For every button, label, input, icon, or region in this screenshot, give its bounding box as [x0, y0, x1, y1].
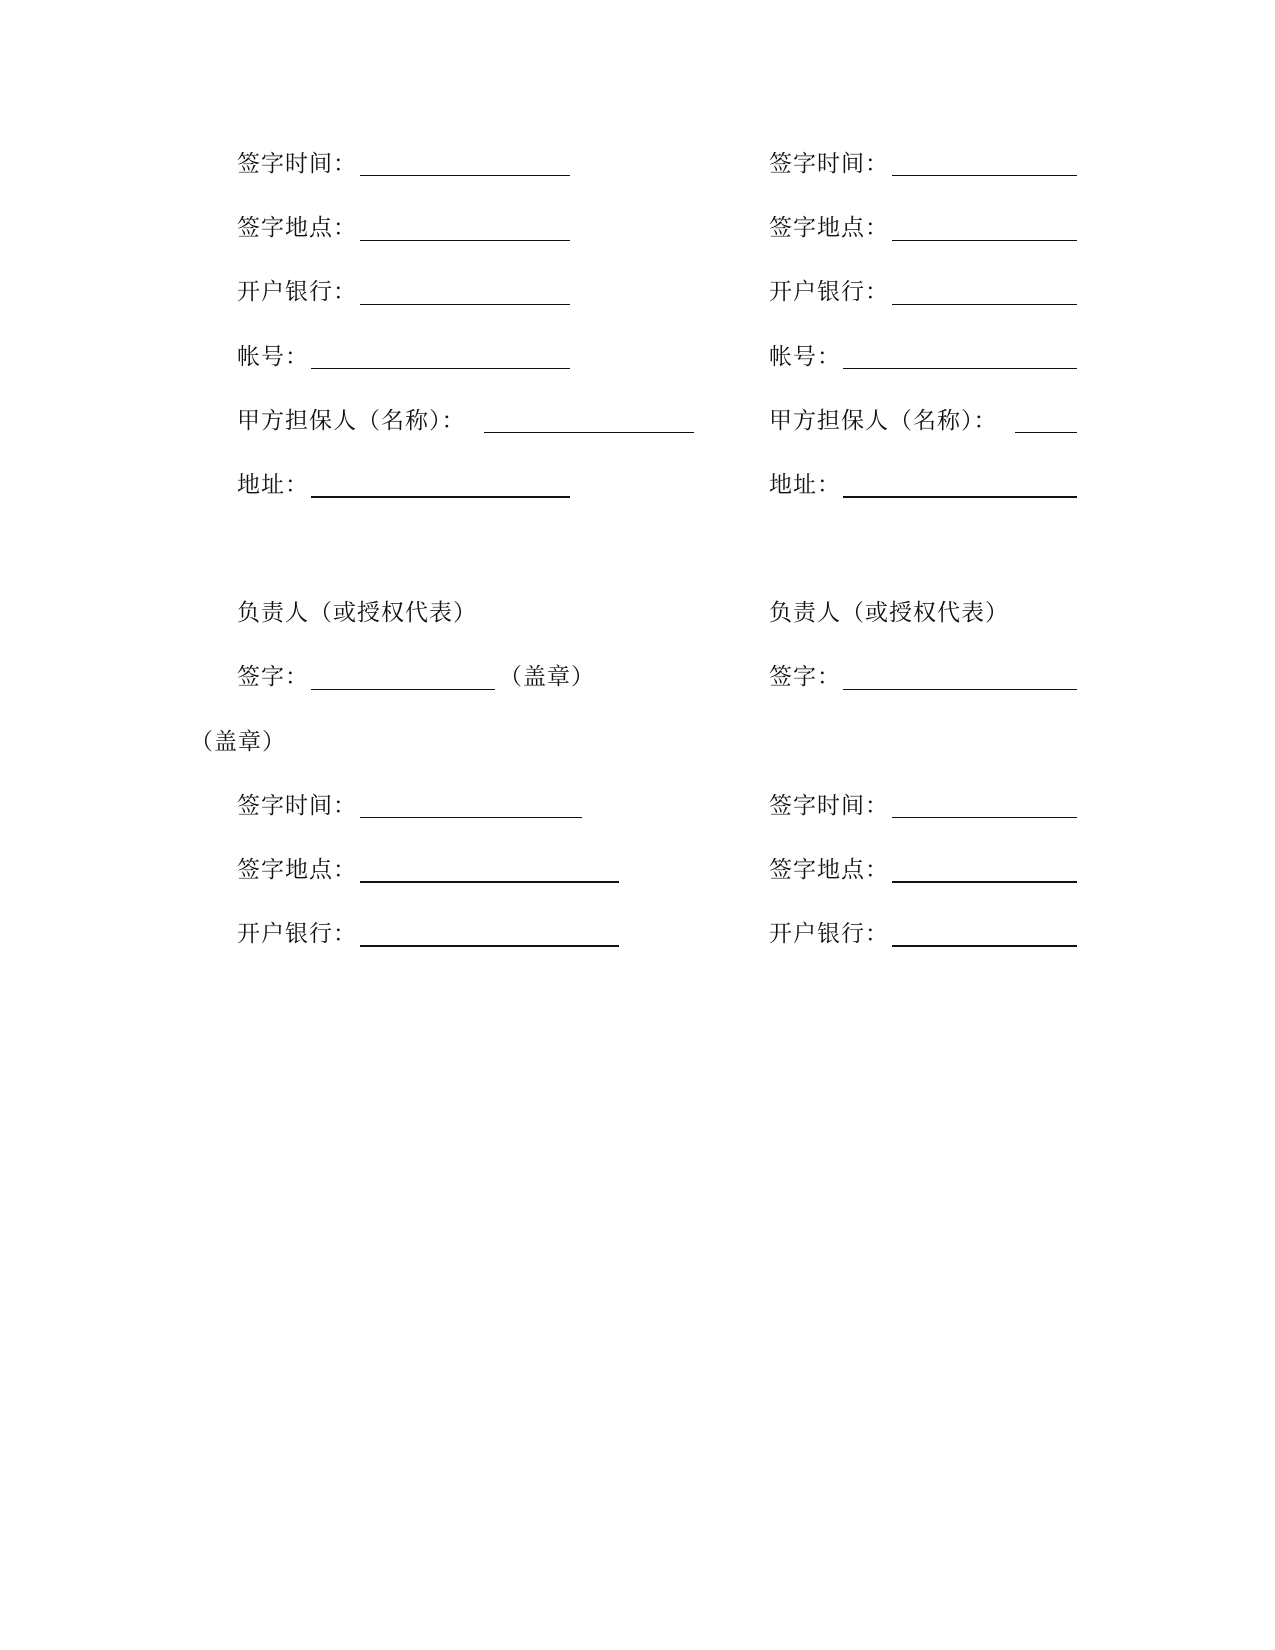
- left-guarantor-blank[interactable]: [484, 432, 694, 433]
- left-bank-label: 开户银行：: [237, 279, 357, 305]
- left-sign-place-label: 签字地点：: [237, 215, 357, 241]
- right-account-blank[interactable]: [843, 368, 1077, 369]
- left-address-label: 地址：: [237, 472, 309, 498]
- right-address-blank[interactable]: [843, 496, 1077, 498]
- right-representative-label: 负责人（或授权代表）: [769, 600, 1009, 626]
- left-sign-time-label: 签字时间：: [237, 151, 357, 177]
- left-representative-label: 负责人（或授权代表）: [237, 600, 477, 626]
- left-sign-time-blank[interactable]: [360, 175, 570, 176]
- right-signature-blank[interactable]: [843, 689, 1077, 690]
- left-sign-place-blank[interactable]: [360, 240, 570, 241]
- right-sign-time-blank[interactable]: [892, 175, 1077, 176]
- right-sign-time-label: 签字时间：: [769, 151, 889, 177]
- right-account-label: 帐号：: [769, 344, 841, 370]
- left-guarantor-label: 甲方担保人（名称）：: [237, 408, 466, 434]
- left-signature-blank[interactable]: [311, 689, 495, 690]
- right-sign-place-blank[interactable]: [892, 240, 1077, 241]
- left-signature-label: 签字：: [237, 664, 309, 690]
- right-guarantor-blank[interactable]: [1015, 432, 1077, 433]
- right-sign-place-2-blank[interactable]: [892, 881, 1077, 883]
- right-bank-2-blank[interactable]: [892, 945, 1077, 947]
- left-sign-place-2-blank[interactable]: [360, 881, 619, 883]
- right-signature-label: 签字：: [769, 664, 841, 690]
- left-sign-time-2-blank[interactable]: [360, 817, 582, 818]
- left-bank-2-label: 开户银行：: [237, 921, 357, 947]
- right-sign-time-2-blank[interactable]: [892, 817, 1077, 818]
- right-bank-blank[interactable]: [892, 304, 1077, 305]
- right-sign-place-2-label: 签字地点：: [769, 857, 889, 883]
- left-bank-blank[interactable]: [360, 304, 570, 305]
- left-bank-2-blank[interactable]: [360, 945, 619, 947]
- right-guarantor-label: 甲方担保人（名称）：: [769, 408, 998, 434]
- right-bank-2-label: 开户银行：: [769, 921, 889, 947]
- left-account-blank[interactable]: [311, 368, 570, 369]
- left-account-label: 帐号：: [237, 344, 309, 370]
- left-address-blank[interactable]: [311, 496, 570, 498]
- left-seal-label: （盖章）: [499, 664, 595, 690]
- right-address-label: 地址：: [769, 472, 841, 498]
- left-sign-place-2-label: 签字地点：: [237, 857, 357, 883]
- right-sign-time-2-label: 签字时间：: [769, 793, 889, 819]
- right-sign-place-label: 签字地点：: [769, 215, 889, 241]
- left-sign-time-2-label: 签字时间：: [237, 793, 357, 819]
- seal-overflow-label: （盖章）: [190, 729, 286, 755]
- right-bank-label: 开户银行：: [769, 279, 889, 305]
